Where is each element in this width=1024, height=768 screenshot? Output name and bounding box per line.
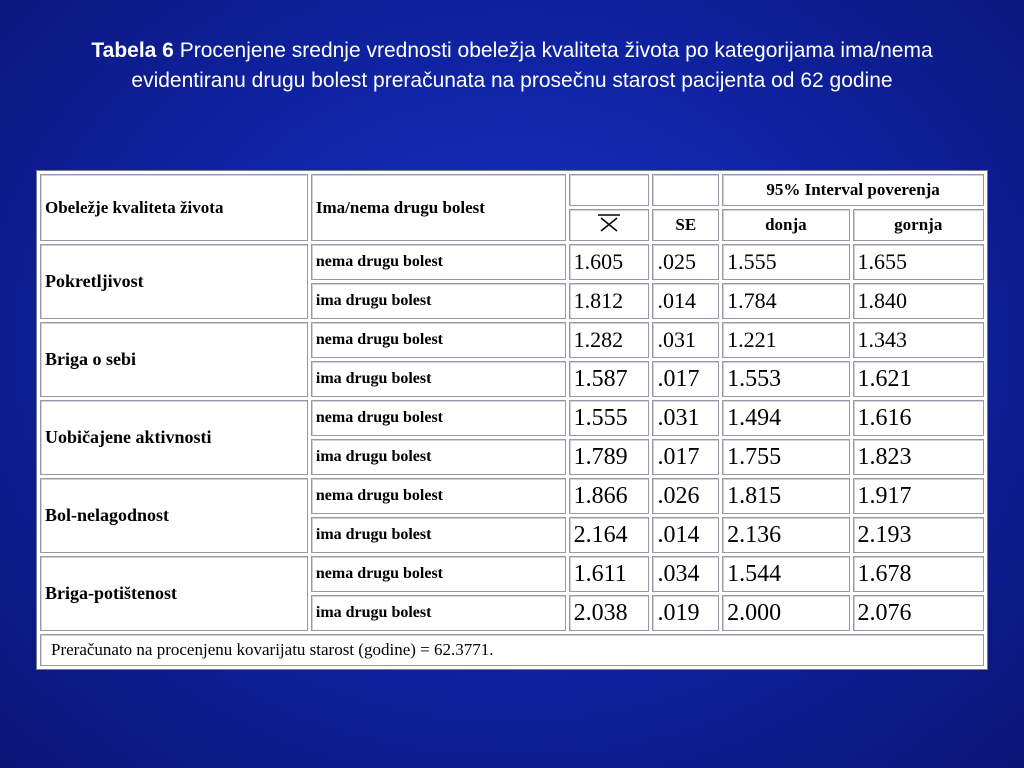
mean-value: 1.587 (569, 361, 650, 397)
group-label: ima drugu bolest (311, 595, 566, 631)
mean-value: 1.282 (569, 322, 650, 358)
lower-value: 1.221 (722, 322, 849, 358)
group-label: ima drugu bolest (311, 361, 566, 397)
mean-value: 1.611 (569, 556, 650, 592)
slide-title (60, 36, 964, 96)
header-empty-2 (652, 174, 719, 206)
mean-value: 2.038 (569, 595, 650, 631)
mean-value: 1.555 (569, 400, 650, 436)
upper-value: 1.678 (853, 556, 984, 592)
group-label: nema drugu bolest (311, 322, 566, 358)
mean-value: 1.789 (569, 439, 650, 475)
lower-value: 1.784 (722, 283, 849, 319)
mean-value: 1.866 (569, 478, 650, 514)
table-row (40, 400, 984, 436)
lower-value: 1.544 (722, 556, 849, 592)
header-disease: Ima/nema drugu bolest (311, 174, 566, 241)
header-interval: 95% Interval poverenja (722, 174, 984, 206)
se-value: .019 (652, 595, 719, 631)
category-label: Briga o sebi (40, 322, 308, 397)
mean-value: 2.164 (569, 517, 650, 553)
lower-value: 1.555 (722, 244, 849, 280)
header-se: SE (652, 209, 719, 241)
lower-value: 1.815 (722, 478, 849, 514)
table-row (40, 478, 984, 514)
lower-value: 2.136 (722, 517, 849, 553)
se-value: .014 (652, 283, 719, 319)
category-label: Bol-nelagodnost (40, 478, 308, 553)
mean-value: 1.812 (569, 283, 650, 319)
table-row (40, 556, 984, 592)
lower-value: 1.553 (722, 361, 849, 397)
se-value: .025 (652, 244, 719, 280)
header-lower: donja (722, 209, 849, 241)
lower-value: 2.000 (722, 595, 849, 631)
category-label: Pokretljivost (40, 244, 308, 319)
header-characteristic: Obeležje kvaliteta života (40, 174, 308, 241)
results-table (36, 170, 988, 670)
se-value: .031 (652, 322, 719, 358)
se-value: .031 (652, 400, 719, 436)
group-label: nema drugu bolest (311, 400, 566, 436)
title-text: Procenjene srednje vrednosti obeležja kvaliteta života po kategorijama ima/nema evidentiranu drugu bolest preračunata na prosečnu starost pacijenta od 62 godine (131, 39, 933, 92)
upper-value: 1.917 (853, 478, 984, 514)
se-value: .014 (652, 517, 719, 553)
upper-value: 1.840 (853, 283, 984, 319)
group-label: nema drugu bolest (311, 244, 566, 280)
upper-value: 2.193 (853, 517, 984, 553)
header-upper: gornja (853, 209, 984, 241)
group-label: ima drugu bolest (311, 283, 566, 319)
se-value: .017 (652, 361, 719, 397)
se-value: .026 (652, 478, 719, 514)
mean-value: 1.605 (569, 244, 650, 280)
group-label: nema drugu bolest (311, 556, 566, 592)
lower-value: 1.755 (722, 439, 849, 475)
upper-value: 1.655 (853, 244, 984, 280)
table-row (40, 322, 984, 358)
upper-value: 1.616 (853, 400, 984, 436)
header-mean (569, 209, 650, 241)
upper-value: 1.621 (853, 361, 984, 397)
category-label: Uobičajene aktivnosti (40, 400, 308, 475)
header-empty-1 (569, 174, 650, 206)
group-label: ima drugu bolest (311, 517, 566, 553)
upper-value: 1.823 (853, 439, 984, 475)
upper-value: 1.343 (853, 322, 984, 358)
category-label: Briga-potištenost (40, 556, 308, 631)
upper-value: 2.076 (853, 595, 984, 631)
table-row (40, 244, 984, 280)
se-value: .034 (652, 556, 719, 592)
table-footnote: Preračunato na procenjenu kovarijatu starost (godine) = 62.3771. (40, 634, 984, 666)
group-label: ima drugu bolest (311, 439, 566, 475)
lower-value: 1.494 (722, 400, 849, 436)
group-label: nema drugu bolest (311, 478, 566, 514)
se-value: .017 (652, 439, 719, 475)
title-bold: Tabela 6 (91, 39, 174, 62)
footer-row (40, 634, 984, 666)
x-bar-icon (596, 213, 622, 238)
